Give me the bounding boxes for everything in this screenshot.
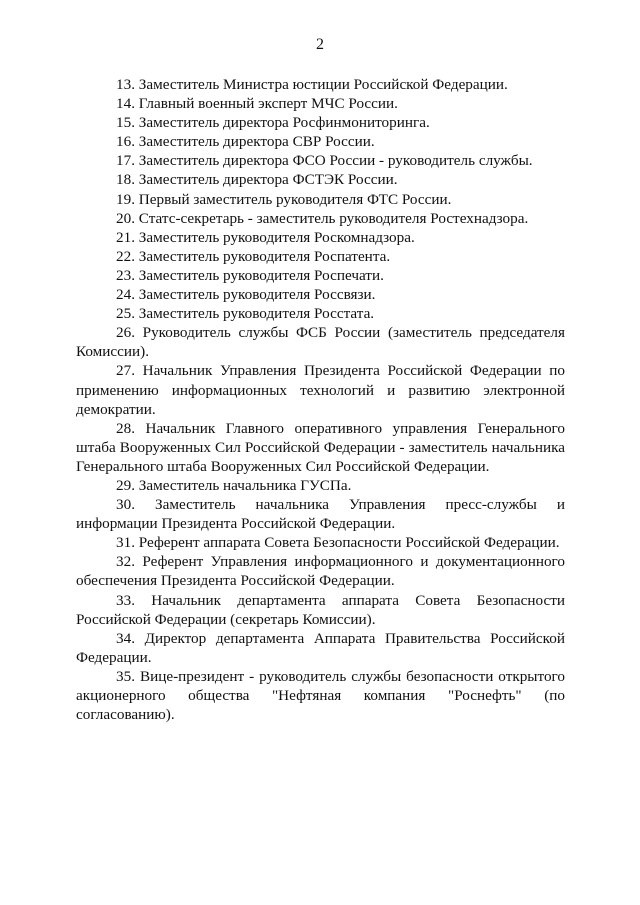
list-item: 21. Заместитель руководителя Роскомнадзора. [116,228,415,246]
list-item: 26. Руководитель службы ФСБ России (заместитель председателя Комиссии). [76,324,565,361]
list-item: 34. Директор департамента Аппарата Правительства Российской Федерации. [76,629,565,666]
list-item: 23. Заместитель руководителя Роспечати. [116,266,384,284]
list-item: 28. Начальник Главного оперативного управления Генерального штаба Вооруженных Сил Российской Федерации - заместитель начальника Генерального штаба Вооруженных Сил Российской Федерации. [76,419,565,475]
list-item: 27. Начальник Управления Президента Российской Федерации по применению информационных технологий и развитию электронной демократии. [76,362,565,418]
list-item: 30. Заместитель начальника Управления пресс-службы и информации Президента Российской Федерации. [76,496,565,533]
list-item: 20. Статс-секретарь - заместитель руководителя Ростехнадзора. [116,209,529,227]
list-item: 33. Начальник департамента аппарата Совета Безопасности Российской Федерации (секретарь Комиссии). [76,591,565,628]
list-item: 22. Заместитель руководителя Роспатента. [116,247,391,265]
list-item: 19. Первый заместитель руководителя ФТС России. [116,190,452,208]
list-item: 17. Заместитель директора ФСО России - руководитель службы. [116,152,533,170]
list-item: 29. Заместитель начальника ГУСПа. [116,476,352,494]
list-item: 18. Заместитель директора ФСТЭК России. [116,171,398,189]
list-item: 25. Заместитель руководителя Росстата. [116,305,375,323]
list-item: 24. Заместитель руководителя Россвязи. [116,286,376,304]
list-item: 31. Референт аппарата Совета Безопасности Российской Федерации. [116,534,560,552]
list-item: 15. Заместитель директора Росфинмониторинга. [116,114,430,132]
list-item: 13. Заместитель Министра юстиции Российской Федерации. [116,76,508,93]
list-item: 16. Заместитель директора СВР России. [116,133,375,151]
list-item: 14. Главный военный эксперт МЧС России. [116,95,398,113]
list-item: 32. Референт Управления информационного и документационного обеспечения Президента Российской Федерации. [76,553,565,590]
member-list [76,75,565,724]
list-item: 35. Вице-президент - руководитель службы безопасности открытого акционерного общества "Нефтяная компания "Роснефть" (по согласованию). [76,667,565,724]
page-number: 2 [316,36,324,53]
